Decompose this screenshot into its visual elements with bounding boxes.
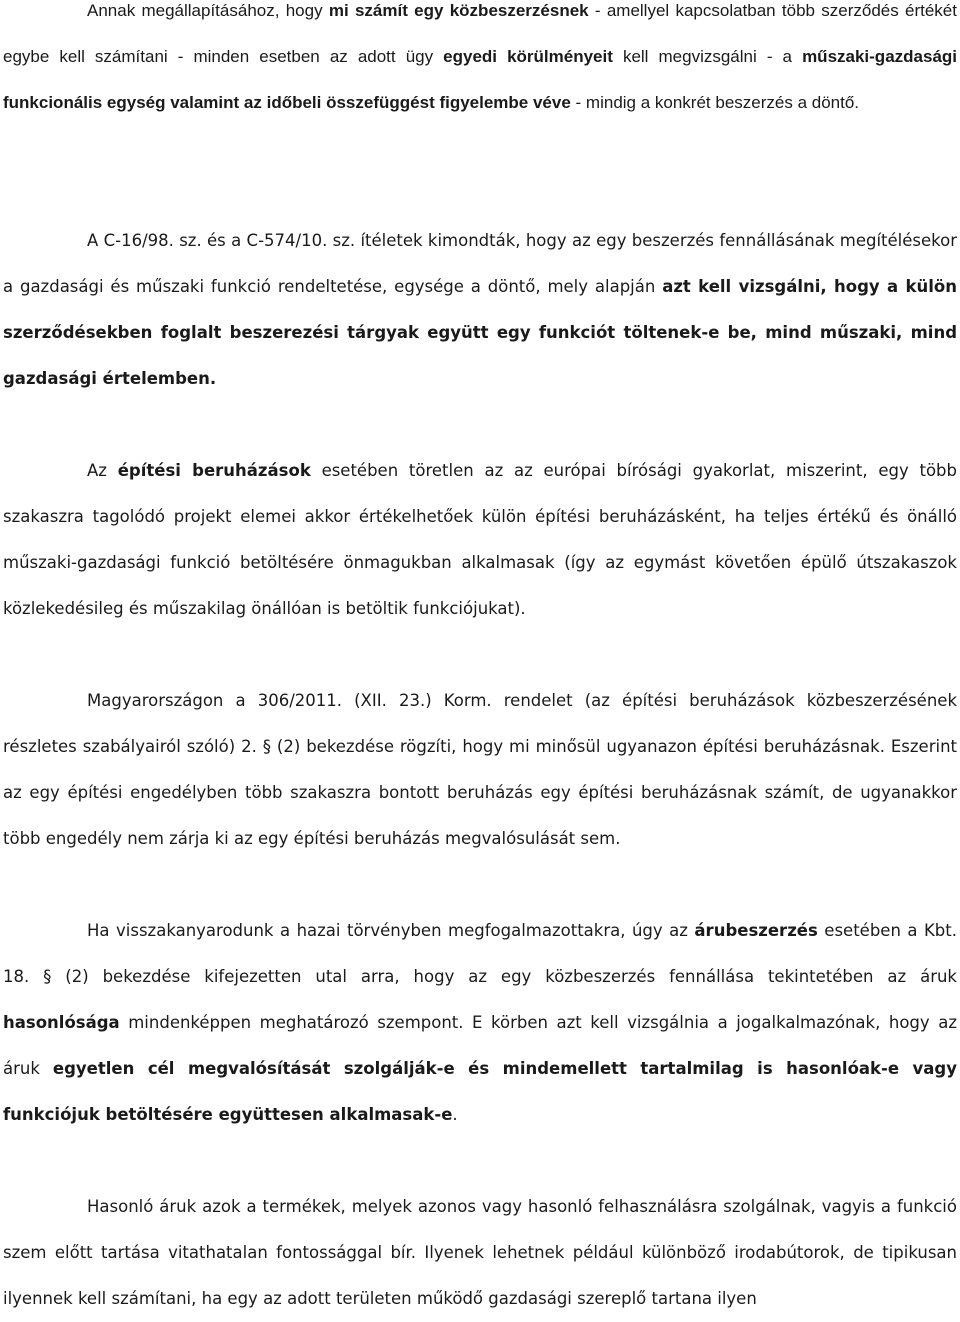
paragraph-1 — [3, 0, 957, 126]
paragraph-3 — [3, 448, 957, 632]
p5-emphasis-1: árubeszerzés — [694, 921, 818, 940]
p5-text-3: mindenképpen meghatározó szempont. E körben azt kell vizsgálnia a jogalkalmazónak, hogy az áruk — [3, 1013, 957, 1078]
p5-text-1: Ha visszakanyarodunk a hazai törvényben megfogalmazottakra, úgy az — [87, 921, 695, 940]
p3-text-1: Az — [87, 461, 118, 480]
p3-text-2: esetében töretlen az az európai bírósági gyakorlat, miszerint, egy több szakaszra tagolódó projekt elemei akkor értékelhetőek külön építési beruházásként, ha teljes értékű és önálló műszaki-gazdasági funkció betöltésére önmagukban alkalmasak (így az egymást követően épülő útszakaszok közlekedésileg és műszakilag önállóan is betöltik funkciójukat). — [3, 461, 958, 618]
p4-text-1: Magyarországon a 306/2011. (XII. 23.) Korm. rendelet (az építési beruházások közbeszerzésének részletes szabályairól szóló) 2. § (2) bekezdése rögzíti, hogy mi minősül ugyanazon építési beruházásnak. Eszerint az egy építési engedélyben több szakaszra bontott beruházás egy építési beruházásnak számít, de ugyanakkor több engedély nem zárja ki az egy építési beruházás megvalósulását sem. — [3, 691, 957, 848]
p5-emphasis-2: hasonlósága — [3, 1013, 120, 1032]
p5-emphasis-3: egyetlen cél megvalósítását szolgálják-e és mindemellett tartalmilag is hasonlóak-e vagy funkciójuk betöltésére együttesen alkalmasak-e — [3, 1059, 958, 1124]
p2-emphasis-1: azt kell vizsgálni, hogy a külön szerződésekben foglalt beszerezési tárgyak együtt egy funkciót töltenek-e be, mind műszaki, mind gazdasági értelemben. — [3, 277, 957, 388]
p1-text-1: Annak megállapításához, hogy — [87, 1, 329, 20]
paragraph-5 — [3, 908, 957, 1138]
p5-text-4: . — [452, 1105, 458, 1124]
paragraph-2 — [3, 218, 957, 402]
p1-text-4: - mindig a konkrét beszerzés a döntő. — [570, 93, 860, 112]
p1-emphasis-2: egyedi körülményeit — [443, 47, 613, 66]
p6-text-1: Hasonló áruk azok a termékek, melyek azonos vagy hasonló felhasználásra szolgálnak, vagyis a funkció szem előtt tartása vitathatalan fontossággal bír. Ilyenek lehetnek például különböző irodabútorok, de tipikusan ilyennek kell számítani, ha egy az adott területen működő gazdasági szereplő tartana ilyen — [3, 1197, 957, 1308]
p1-text-2: - amellyel kapcsolatban több szerződés értékét egybe kell számítani - minden esetben az adott ügy — [3, 1, 957, 66]
paragraph-4 — [3, 678, 957, 862]
paragraph-6 — [3, 1184, 957, 1322]
p1-emphasis-1: mi számít egy közbeszerzésnek — [328, 1, 589, 20]
p1-emphasis-3: műszaki-gazdasági funkcionális egység valamint az időbeli összefüggést figyelembe véve — [3, 47, 958, 112]
p1-text-3: kell megvizsgálni - a — [612, 47, 803, 66]
p3-emphasis-1: építési beruházások — [117, 461, 311, 480]
p5-text-2: esetében a Kbt. 18. § (2) bekezdése kifejezetten utal arra, hogy az egy közbeszerzés fennállása tekintetében az áruk — [3, 921, 957, 986]
p2-text-1: A C-16/98. sz. és a C-574/10. sz. ítéletek kimondták, hogy az egy beszerzés fennállásának megítélésekor a gazdasági és műszaki funkció rendeltetése, egysége a döntő, mely alapján — [3, 231, 957, 296]
